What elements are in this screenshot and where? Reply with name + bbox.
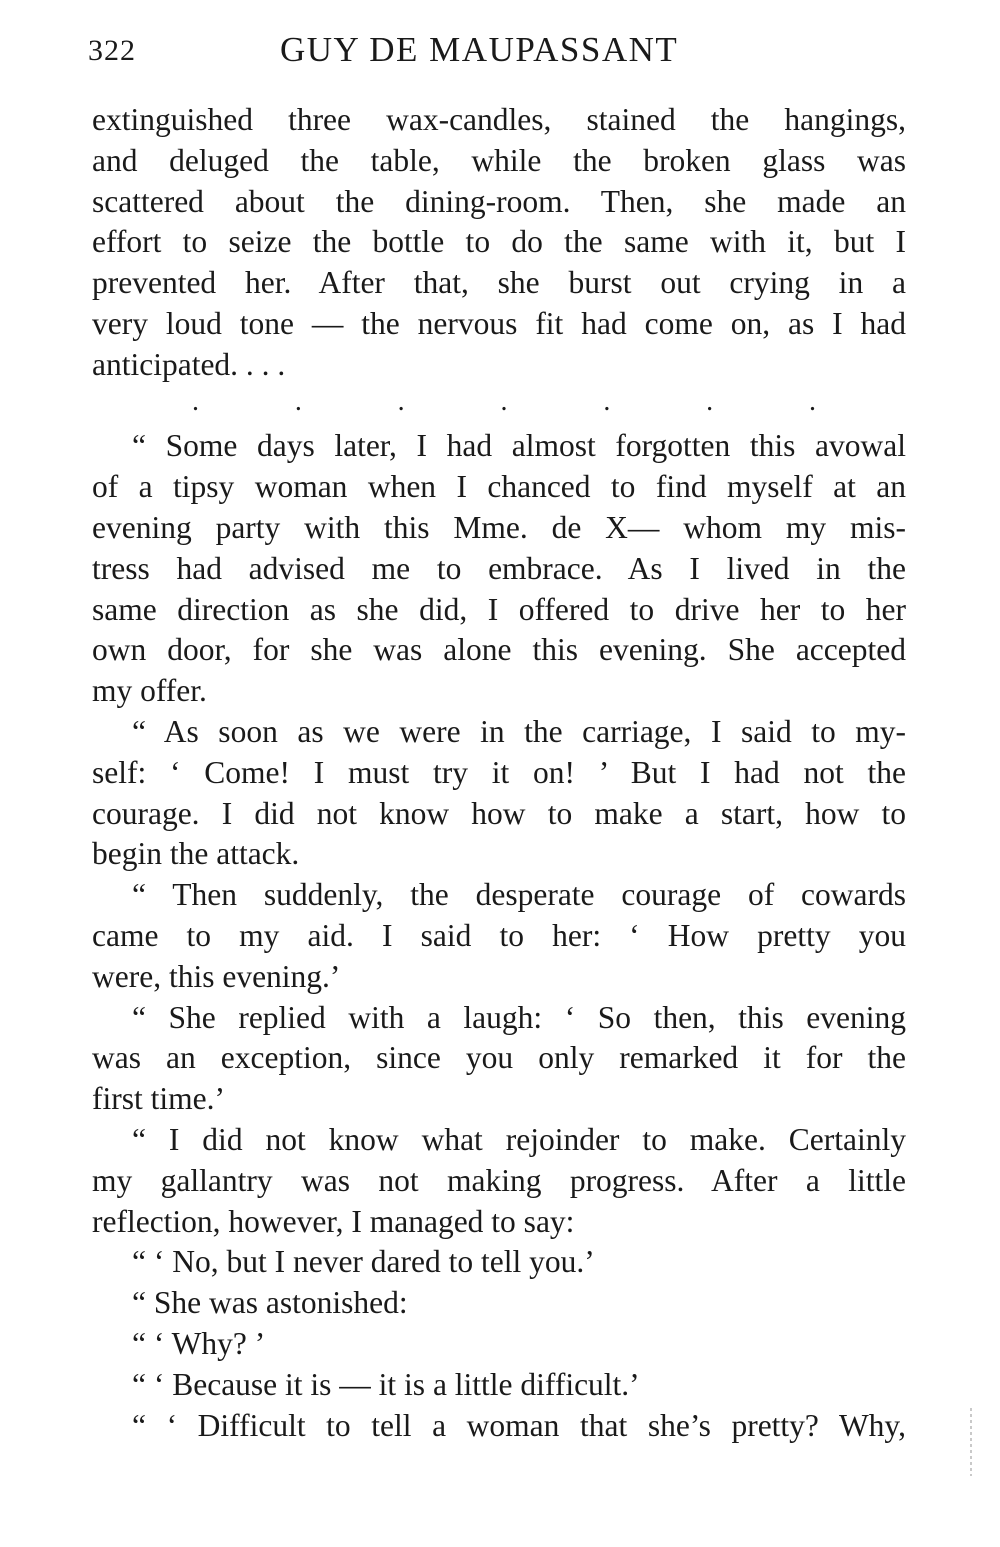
text-line: my gallantry was not making progress. After a little [92,1162,906,1198]
text-line: effort to seize the bottle to do the same with it, but I [92,224,906,260]
text-line: same direction as she did, I offered to drive her to her [92,591,906,627]
text-line: first time.’ [92,1081,225,1117]
text-line: “ Some days later, I had almost forgotten this avowal [132,428,906,464]
text-line: scattered about the dining-room. Then, she made an [92,183,906,219]
break-dot: . [706,385,714,417]
page-number: 322 [88,34,136,67]
text-line: extinguished three wax-candles, stained the hangings, [92,102,906,137]
break-dot: . [294,385,302,417]
text-line: of a tipsy woman when I chanced to find myself at an [92,469,906,505]
text-line: anticipated. . . . [92,346,286,382]
text-line: own door, for she was alone this evening. She accepted [92,632,906,668]
text-line: begin the attack. [92,836,300,872]
text-line: “ She replied with a laugh: ‘ So then, this evening [132,999,906,1035]
text-line: my offer. [92,673,207,709]
text-line: “ Then suddenly, the desperate courage of cowards [132,877,906,913]
text-line: “ ‘ Because it is — it is a little difficult.’ [132,1366,640,1402]
text-line: “ ‘ Difficult to tell a woman that she’s pretty? Why, [132,1407,906,1443]
running-head: GUY DE MAUPASSANT [280,30,679,69]
text-line: evening party with this Mme. de X— whom my mis- [92,509,906,545]
text-line: and deluged the table, while the broken glass was [92,142,906,178]
break-dot: . [603,385,611,417]
body-text [92,100,906,1446]
text-line: “ She was astonished: [132,1285,408,1321]
text-line: “ ‘ No, but I never dared to tell you.’ [132,1244,595,1280]
section-break [92,386,906,427]
break-dot: . [808,385,816,417]
text-line: courage. I did not know how to make a start, how to [92,795,906,831]
text-line: tress had advised me to embrace. As I lived in the [92,550,906,586]
margin-scan-mark [970,1408,972,1476]
text-line: “ ‘ Why? ’ [132,1325,266,1361]
text-line: was an exception, since you only remarked it for the [92,1040,906,1076]
break-dot: . [500,385,508,417]
text-line: reflection, however, I managed to say: [92,1203,575,1239]
break-dot: . [192,385,199,417]
text-line: very loud tone — the nervous fit had come on, as I had [92,305,906,341]
text-line: prevented her. After that, she burst out crying in a [92,265,906,301]
break-dot: . [397,385,405,417]
text-line: “ I did not know what rejoinder to make. Certainly [132,1121,906,1157]
section-break-dots [192,385,816,417]
text-line: “ As soon as we were in the carriage, I said to my- [132,713,906,749]
text-line: were, this evening.’ [92,958,341,994]
text-line: self: ‘ Come! I must try it on! ’ But I had not the [92,754,906,790]
text-line: came to my aid. I said to her: ‘ How pretty you [92,917,906,953]
